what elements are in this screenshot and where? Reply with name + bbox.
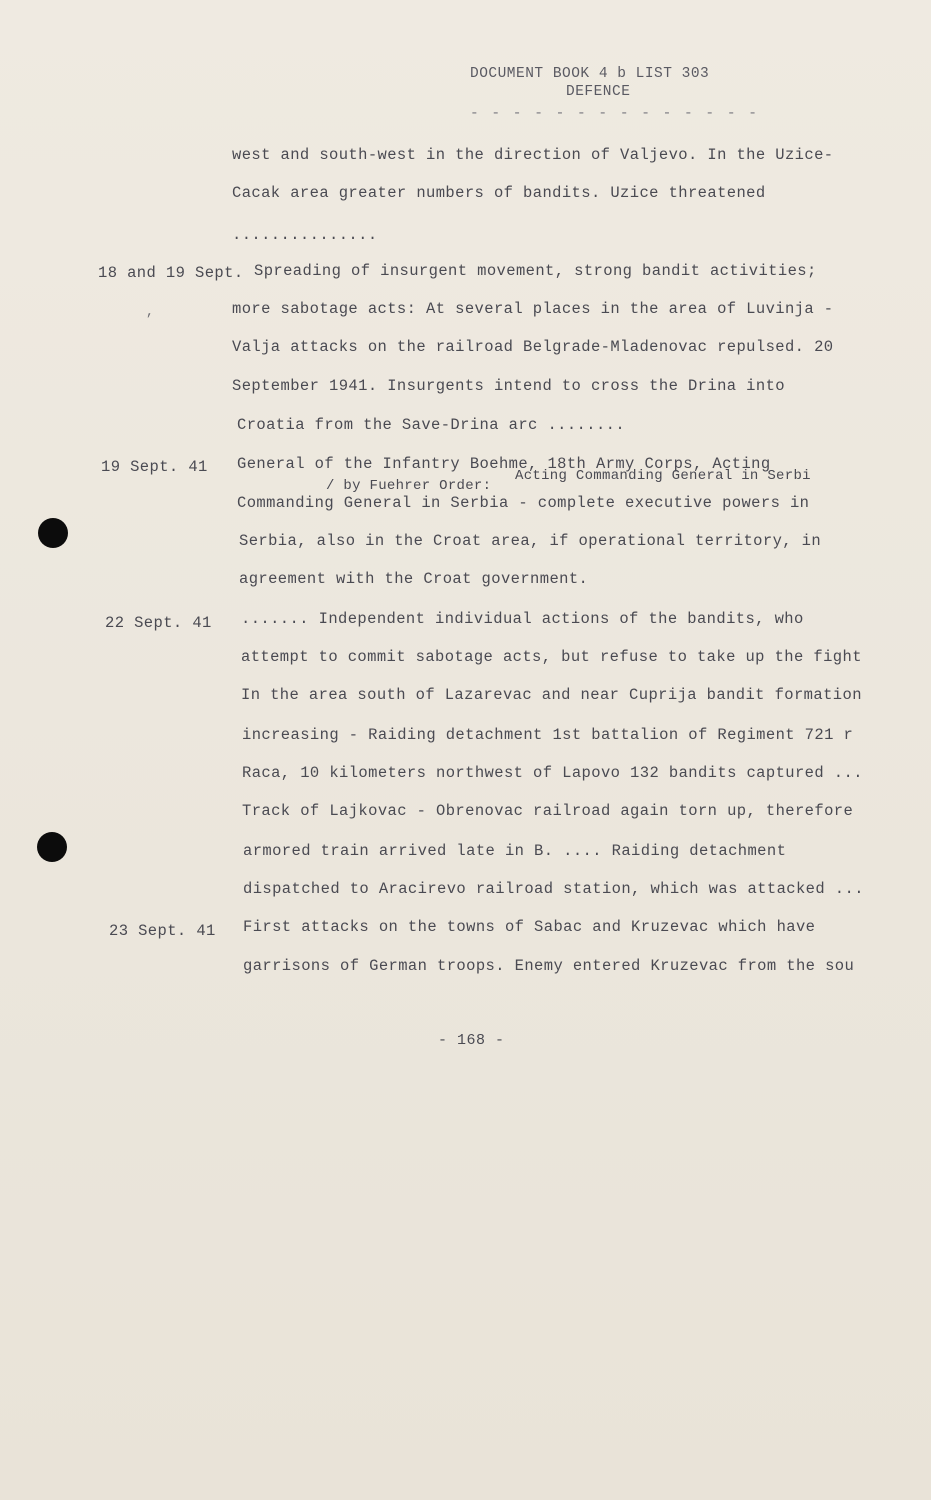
text-line: September 1941. Insurgents intend to cross the Drina into (232, 377, 785, 395)
punch-hole (37, 832, 67, 862)
text-line: Commanding General in Serbia - complete executive powers in (237, 494, 810, 512)
page-number: - 168 - (438, 1032, 505, 1049)
margin-mark: , (146, 304, 154, 319)
entry-date: 19 Sept. 41 (101, 458, 208, 476)
text-line: Cacak area greater numbers of bandits. Uzice threatened (232, 184, 766, 202)
text-line: Croatia from the Save-Drina arc ........ (237, 416, 626, 434)
entry-date: 22 Sept. 41 (105, 614, 212, 632)
text-line: ............... (232, 226, 378, 244)
text-line: dispatched to Aracirevo railroad station, which was attacked ... (243, 880, 864, 898)
text-line: Track of Lajkovac - Obrenovac railroad again torn up, therefore (242, 802, 854, 820)
text-line: agreement with the Croat government. (239, 570, 589, 588)
text-line: First attacks on the towns of Sabac and Kruzevac which have (243, 918, 816, 936)
text-line: attempt to commit sabotage acts, but refuse to take up the fight (241, 648, 862, 666)
text-line: Spreading of insurgent movement, strong bandit activities; (254, 262, 817, 280)
text-line: General of the Infantry Boehme, 18th Army Corps, Acting (237, 455, 771, 473)
text-line: armored train arrived late in B. .... Raiding detachment (243, 842, 787, 860)
text-line: more sabotage acts: At several places in the area of Luvinja - (232, 300, 834, 318)
handwritten-insert: Acting Commanding General in Serbi (515, 468, 811, 484)
text-line: ....... Independent individual actions of the bandits, who (241, 610, 804, 628)
text-line: Valja attacks on the railroad Belgrade-Mladenovac repulsed. 20 (232, 338, 834, 356)
handwritten-insert: / by Fuehrer Order: (326, 478, 492, 494)
text-line: garrisons of German troops. Enemy entered Kruzevac from the sou (243, 957, 855, 975)
punch-hole (38, 518, 68, 548)
entry-date: 23 Sept. 41 (109, 922, 216, 940)
entry-date: 18 and 19 Sept. (98, 264, 244, 282)
text-line: increasing - Raiding detachment 1st battalion of Regiment 721 r (242, 726, 854, 744)
text-line: In the area south of Lazarevac and near Cuprija bandit formation (241, 686, 862, 704)
text-line: Serbia, also in the Croat area, if operational territory, in (239, 532, 822, 550)
text-line: Raca, 10 kilometers northwest of Lapovo 132 bandits captured ... (242, 764, 863, 782)
header-rule: - - - - - - - - - - - - - - (470, 106, 759, 122)
header-subtitle: DEFENCE (566, 84, 631, 100)
header-title: DOCUMENT BOOK 4 b LIST 303 (470, 66, 710, 82)
text-line: west and south-west in the direction of Valjevo. In the Uzice- (232, 146, 834, 164)
document-header (470, 66, 759, 122)
